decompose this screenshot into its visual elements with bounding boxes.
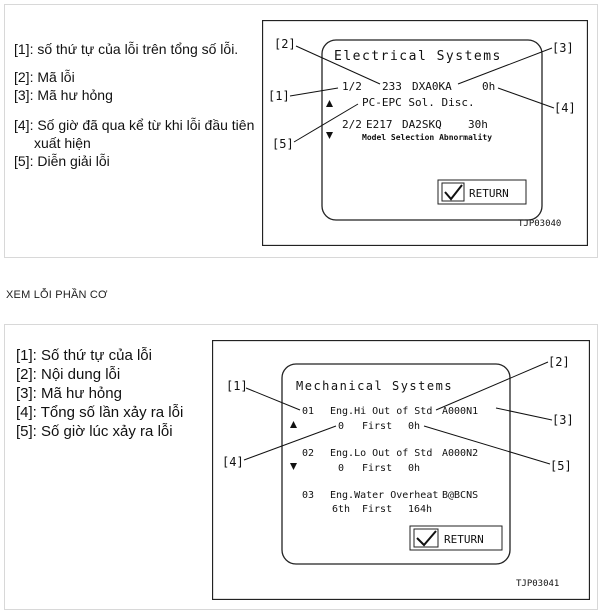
legend-item-2: [2]: Nội dung lỗi: [16, 366, 121, 383]
legend-item-5: [5]: Số giờ lúc xảy ra lỗi: [16, 423, 173, 440]
legend-item-1: [1]: Số thứ tự của lỗi: [16, 347, 152, 364]
mechanical-row2-count: 0: [338, 463, 345, 474]
mechanical-row1-index: 01: [302, 406, 315, 417]
mechanical-figure-id: TJP03041: [516, 579, 560, 589]
callout-4: [4]: [222, 455, 244, 469]
electrical-row2-fault: DA2SKQ: [402, 118, 442, 131]
section-heading: XEM LỖI PHẦN CƠ: [6, 289, 108, 301]
electrical-row1-index: 1/2: [342, 80, 362, 93]
electrical-row1-code: 233: [382, 80, 402, 93]
electrical-row2-hours: 30h: [468, 118, 488, 131]
mechanical-row1-count: 0: [338, 421, 345, 432]
legend-item-2: [2]: Mã lỗi: [14, 69, 75, 85]
legend-item-5: [5]: Diễn giải lỗi: [14, 153, 110, 169]
legend-item-3: [3]: Mã hư hỏng: [14, 87, 113, 103]
callout-2: [2]: [548, 355, 570, 369]
legend-item-4: [4]: Tổng số lần xảy ra lỗi: [16, 404, 184, 421]
callout-5: [5]: [550, 459, 572, 473]
electrical-row1-fault: DXA0KA: [412, 80, 452, 93]
callout-4: [4]: [554, 101, 576, 115]
mechanical-return-label: RETURN: [444, 533, 484, 546]
electrical-legend: [14, 40, 254, 170]
mechanical-row3-first: First: [362, 504, 393, 515]
mechanical-row1-first: First: [362, 421, 393, 432]
mechanical-legend: [16, 346, 183, 441]
legend-item-3: [3]: Mã hư hỏng: [16, 385, 122, 402]
callout-1: [1]: [226, 379, 248, 393]
mechanical-row2-hours: 0h: [408, 463, 421, 474]
mechanical-row3-desc: Eng.Water Overheat: [330, 490, 439, 501]
mechanical-row1-hours: 0h: [408, 421, 421, 432]
electrical-row2-desc: Model Selection Abnormality: [362, 133, 493, 142]
mechanical-row1-desc: Eng.Hi Out of Std: [330, 406, 433, 417]
electrical-row1-desc: PC-EPC Sol. Disc.: [362, 96, 475, 109]
electrical-return-label: RETURN: [469, 187, 509, 200]
legend-item-4: [4]: Số giờ đã qua kể từ khi lỗi đầu tiên: [14, 117, 255, 133]
mechanical-row3-code: B@BCNS: [442, 490, 479, 501]
mechanical-row3-count: 6th: [332, 504, 351, 515]
electrical-row2-index: 2/2: [342, 118, 362, 131]
mechanical-row3-index: 03: [302, 490, 315, 501]
electrical-row2-code: E217: [366, 118, 393, 131]
mechanical-row2-first: First: [362, 463, 393, 474]
callout-3: [3]: [552, 41, 574, 55]
callout-2: [2]: [274, 37, 296, 51]
electrical-diagram: [262, 20, 588, 246]
electrical-figure-id: TJP03040: [518, 219, 562, 229]
callout-5: [5]: [272, 137, 294, 151]
legend-item-1: [1]: số thứ tự của lỗi trên tổng số lỗi.: [14, 41, 239, 57]
mechanical-diagram: [212, 340, 590, 600]
electrical-row1-hours: 0h: [482, 80, 496, 93]
mechanical-row3-hours: 164h: [408, 504, 433, 515]
electrical-screen-title: Electrical Systems: [334, 49, 502, 64]
mechanical-row2-code: A000N2: [442, 448, 479, 459]
mechanical-screen-title: Mechanical Systems: [296, 379, 454, 393]
mechanical-row2-desc: Eng.Lo Out of Std: [330, 448, 433, 459]
mechanical-row2-index: 02: [302, 448, 315, 459]
callout-3: [3]: [552, 413, 574, 427]
mechanical-row1-code: A000N1: [442, 406, 479, 417]
callout-1: [1]: [268, 89, 290, 103]
legend-item-4-cont: xuất hiện: [34, 135, 91, 151]
